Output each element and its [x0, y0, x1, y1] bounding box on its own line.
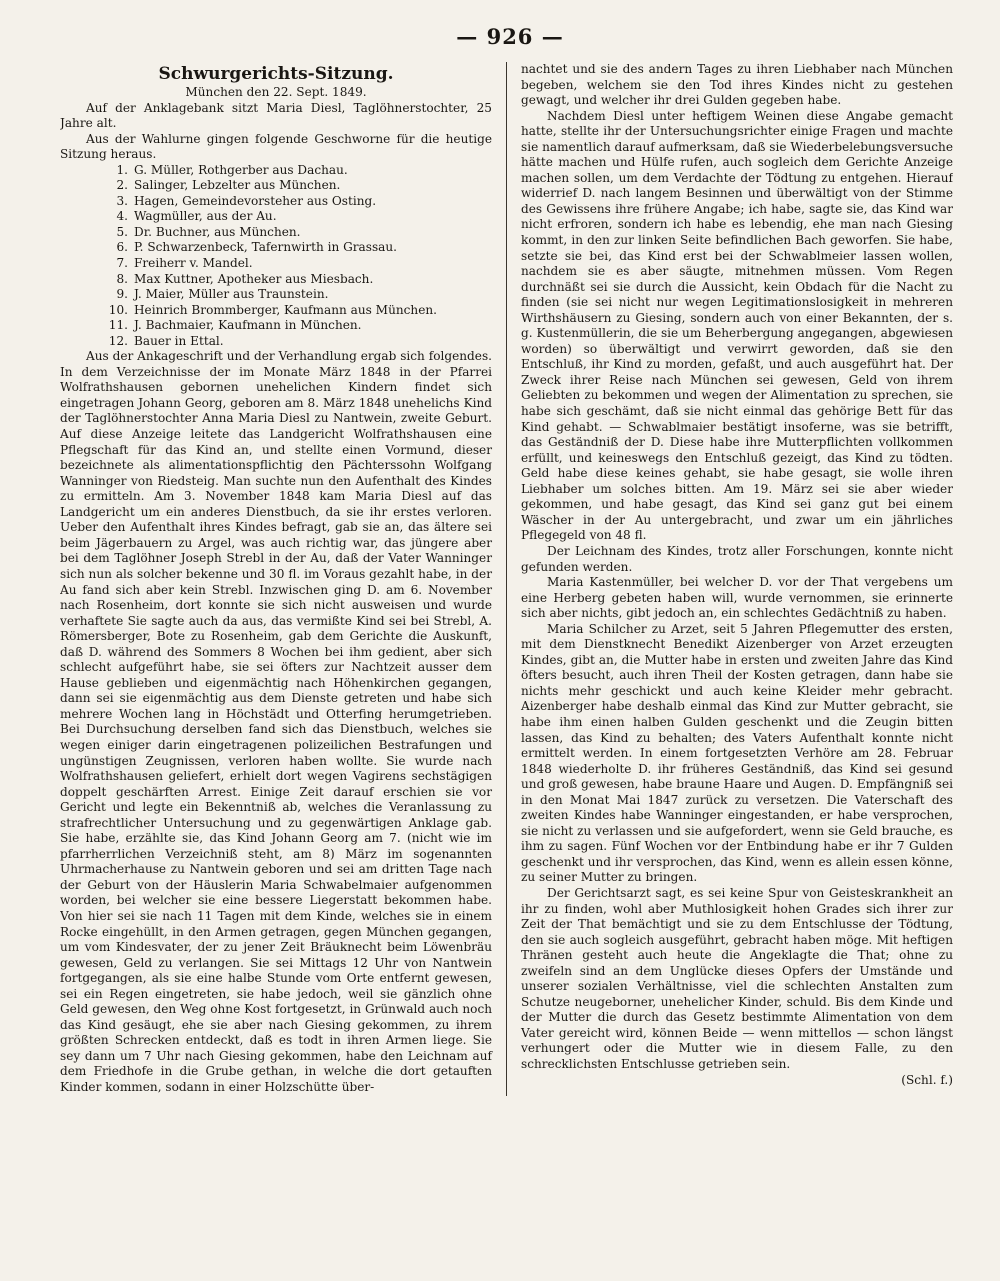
juror-text: Freiherr v. Mandel.	[134, 256, 253, 271]
juror-item	[106, 240, 492, 256]
juror-text: J. Maier, Müller aus Traunstein.	[134, 287, 329, 302]
body-paragraph: Maria Kastenmüller, bei welcher D. vor der That vergebens um eine Herberg gebeten haben will, wurde vernommen, sie erinnerte sich aber nichts, gibt jedoch an, ein schlechtes Gedächtniß zu haben.	[521, 575, 953, 621]
juror-number: 2.	[116, 178, 128, 193]
juror-item	[106, 209, 492, 225]
left-column	[60, 62, 500, 1096]
juror-item	[106, 163, 492, 179]
juror-number: 5.	[116, 224, 128, 239]
body-paragraph: Maria Schilcher zu Arzet, seit 5 Jahren Pflegemutter des ersten, mit dem Dienstknecht Benedikt Aizenberger von Arzet erzeugten Kindes, gibt an, die Mutter habe in ersten und zweiten Jahre das Kind öfters besucht, auch ihren Theil der Kosten getragen, dann habe sie nichts mehr geschickt und auch keine Kleider mehr gebracht. Aizenberger habe deshalb einmal das Kind zur Mutter gebracht, sie habe ihm einen halben Gulden geschenkt und die Zeugin bitten lassen, das Kind zu behalten; des Vaters Aufenthalt konnte nicht ermittelt werden. In einem fortgesetzten Verhöre am 28. Februar 1848 wiederholte D. ihr früheres Geständniß, das Kind sei gesund und groß gewesen, habe braune Haare und Augen. D. Empfängniß sei in den Monat Mai 1847 zurück zu versetzen. Die Vaterschaft des zweiten Kindes habe Wanninger eingestanden, er habe versprochen, sie nicht zu verlassen und sie aufgefordert, wenn sie Geld brauche, es ihm zu sagen. Fünf Wochen vor der Entbindung habe er ihr 7 Gulden geschenkt und ihr versprochen, das Kind, wenn es allein essen könne, zu seiner Mutter zu bringen.	[521, 621, 953, 885]
column-divider	[506, 62, 507, 1096]
page-number: — 926 —	[456, 24, 564, 49]
body-paragraph: Nachdem Diesl unter heftigem Weinen diese Angabe gemacht hatte, stellte ihr der Untersuchungsrichter einige Fragen und machte sie namentlich darauf aufmerksam, daß sie Wiederbelebungsversuche hätte machen und Hülfe rufen, auch sogleich dem Gerichte Anzeige machen sollen, um dem Verdachte der Tödtung zu entgehen. Hierauf widerrief D. nach langem Besinnen und überwältigt von der Stimme des Gewissens ihre frühere Angabe; ich habe, sagte sie, das Kind war nicht erfroren, sondern ich habe es lebendig, ehe man nach Giesing kommt, in den zur linken Seite befindlichen Bach geworfen. Sie habe, setzte sie bei, das Kind erst bei der Schwablmeier lassen wollen, nachdem sie es aber säugte, mitnehmen müssen. Vom Regen durchnäßt sei sie durch die Aussicht, kein Obdach für die Nacht zu finden (sie sei nicht nur wegen Legitimationslosigkeit in mehreren Wirthshäusern zu Giesing, sondern auch von einer Bekannten, der s. g. Kustenmüllerin, die sie um Beherbergung angegangen, abgewiesen worden) so überwältigt und verwirrt geworden, daß sie den Entschluß, ihr Kind zu morden, gefaßt, und auch ausgeführt hat. Der Zweck ihrer Reise nach München sei gewesen, Geld von ihrem Geliebten zu bekommen und wegen der Alimentation zu sprechen, sie habe sich geschämt, daß sie nicht einmal das gehörige Bett für das Kind gehabt. — Schwablmaier bestätigt insoferne, was sie betrifft, das Geständniß der D. Diese habe ihre Mutterpflichten vollkommen erfüllt, und keineswegs den Entschluß gezeigt, das Kind zu tödten. Geld habe diese keines gehabt, sie habe gesagt, sie wolle ihren Liebhaber um solches bitten. Am 19. März sei sie aber wieder gekommen, und habe gesagt, das Kind sei ganz gut bei einem Wäscher in der Au untergebracht, und zwar um ein jährliches Pflegegeld von 48 fl.	[521, 108, 953, 543]
juror-item	[106, 318, 492, 334]
juror-item	[106, 272, 492, 288]
juror-item	[106, 303, 492, 319]
juror-number: 3.	[116, 193, 128, 208]
juror-text: Wagmüller, aus der Au.	[134, 209, 277, 224]
juror-text: Dr. Buchner, aus München.	[134, 224, 301, 239]
juror-number: 4.	[116, 209, 128, 224]
juror-item	[106, 334, 492, 350]
juror-number: 6.	[116, 240, 128, 255]
dateline: München den 22. Sept. 1849.	[185, 85, 367, 99]
juror-text: Max Kuttner, Apotheker aus Miesbach.	[134, 271, 374, 286]
juror-item	[106, 287, 492, 303]
juror-text: P. Schwarzenbeck, Tafernwirth in Grassau.	[134, 240, 398, 255]
juror-item	[106, 225, 492, 241]
juror-number: 11.	[108, 318, 128, 333]
continuation-note: (Schl. f.)	[901, 1072, 953, 1087]
juror-text: G. Müller, Rothgerber aus Dachau.	[134, 162, 348, 177]
intro-paragraph: Auf der Anklagebank sitzt Maria Diesl, Taglöhnerstochter, 25 Jahre alt.	[60, 100, 492, 131]
body-paragraph: Der Leichnam des Kindes, trotz aller Forschungen, konnte nicht gefunden werden.	[521, 543, 953, 574]
juror-number: 12.	[108, 333, 128, 348]
body-paragraph: Aus der Ankageschrift und der Verhandlung ergab sich folgendes. In dem Verzeichnisse der im Monate März 1848 in der Pfarrei Wolfrathshausen gebornen unehelichen Kindern findet sich eingetragen Johann Georg, geboren am 8. März 1848 unehelichs Kind der Taglöhnerstochter Anna Maria Diesl zu Nantwein, zweite Geburt. Auf diese Anzeige leitete das Landgericht Wolfrathshausen eine Pflegschaft für das Kind an, und stellte einen Vormund, dieser bezeichnete als alimentationspflichtig den Pächterssohn Wolfgang Wanninger von Riedsteig. Man suchte nun den Aufenthalt des Kindes zu ermitteln. Am 3. November 1848 kam Maria Diesl auf das Landgericht um ein anderes Dienstbuch, da sie ihr erstes verloren. Ueber den Aufenthalt ihres Kindes befragt, gab sie an, das ältere sei beim Jägerbauern zu Argel, was auch richtig war, das jüngere aber bei dem Taglöhner Joseph Strebl in der Au, daß der Vater Wanninger sich nun als solcher bekenne und 30 fl. im Voraus gezahlt habe, in der Au fand sich aber kein Strebl. Inzwischen ging D. am 6. November nach Rosenheim, dort konnte sie sich nicht ausweisen und wurde verhaftete Sie sagte auch da aus, das vermißte Kind sei bei Strebl, A. Römersberger, Bote zu Rosenheim, gab dem Gerichte die Auskunft, daß D. während des Sommers 8 Wochen bei ihm gedient, aber sich schlecht aufgeführt habe, sie sei öfters zur Nachtzeit ausser dem Hause geblieben und eigenmächtig nach Höhenkirchen gegangen, dann sei sie eigenmächtig aus dem Dienste getreten und habe sich mehrere Wochen lang in Höchstädt und Otterfing herumgetrieben. Bei Durchsuchung derselben fand sich das Dienstbuch, welches sie wegen einiger darin eingetragenen polizeilichen Bestrafungen und ungünstigen Zeugnissen, verloren haben wollte. Sie wurde nach Wolfrathshausen geliefert, erhielt dort wegen Vagirens sechstägigen doppelt geschärften Arrest. Einige Zeit darauf erschien sie vor Gericht und legte ein Bekenntniß ab, welches die Veranlassung zu strafrechtlicher Untersuchung und zu gegenwärtigen Anklage gab. Sie habe, erzählte sie, das Kind Johann Georg am 7. (nicht wie im pfarrherrlichen Verzeichniß steht, am 8) März im sogenannten Uhrmacherhause zu Nantwein geboren und sei am dritten Tage nach der Geburt von der Häuslerin Maria Schwabelmaier aufgenommen worden, bei welcher sie eine bessere Liegerstatt bekommen habe. Von hier sei sie nach 11 Tagen mit dem Kinde, welches sie in einem Rocke eingehüllt, in den Armen getragen, gegen München gegangen, um vom Kindesvater, der zu jener Zeit Bräuknecht beim Löwenbräu gewesen, Geld zu verlangen. Sie sei Mittags 12 Uhr von Nantwein fortgegangen, als sie eine halbe Stunde vom Orte entfernt gewesen, sei ein Regen eingetreten, sie habe jedoch, weil sie gänzlich ohne Geld gewesen, den Weg ohne Kost fortgesetzt, in Grünwald auch noch das Kind gesäugt, ehe sie aber nach Giesing gekommen, zu ihrem größten Schrecken entdeckt, daß es todt in ihren Armen liege. Sie sey dann um 7 Uhr nach Giesing gekommen, habe den Leichnam auf dem Friedhofe in die Grube gethan, in welche die dort getauften Kinder kommen, sodann in einer Holzschütte über-	[60, 349, 493, 1094]
juror-item	[106, 256, 492, 272]
juror-text: J. Bachmaier, Kaufmann in München.	[134, 318, 362, 333]
juror-number: 9.	[116, 287, 128, 302]
body-paragraph: nachtet und sie des andern Tages zu ihren Liebhaber nach München begeben, welchem sie den Tod ihres Kindes nicht zu gestehen gewagt, und welcher ihr drei Gulden gegeben habe.	[521, 62, 953, 108]
juror-text: Bauer in Ettal.	[134, 333, 224, 348]
body-paragraph: Der Gerichtsarzt sagt, es sei keine Spur von Geisteskrankheit an ihr zu finden, wohl aber Muthlosigkeit hohen Grades sich ihrer zur Zeit der That bemächtigt und sie zu dem Entschlusse der Tödtung, den sie auch sogleich ausgeführt, gebracht haben möge. Mit heftigen Thränen gesteht auch heute die Angeklagte die That; ohne zu zweifeln sind an dem Unglücke dieses Opfers der Umstände und unserer sozialen Verhältnisse, viel die schlechten Anstalten zum Schutze neugeborner, unehelicher Kinder, schuld. Bis dem Kinde und der Mutter die durch das Gesetz bestimmte Alimentation von dem Vater gereicht wird, können Beide — wenn mittellos — schon längst verhungert oder die Mutter wie in diesem Falle, zu den schrecklichsten Entschlusse getrieben sein.	[521, 885, 953, 1071]
juror-number: 8.	[116, 271, 128, 286]
juror-number: 7.	[116, 256, 128, 271]
juror-list	[60, 163, 492, 350]
two-column-layout	[60, 62, 960, 1096]
right-column	[513, 62, 953, 1088]
juror-item	[106, 178, 492, 194]
juror-text: Salinger, Lebzelter aus München.	[134, 178, 341, 193]
juror-number: 10.	[108, 302, 128, 317]
juror-item	[106, 194, 492, 210]
intro-paragraph: Aus der Wahlurne gingen folgende Geschworne für die heutige Sitzung heraus.	[60, 131, 492, 162]
article-title: Schwurgerichts-Sitzung.	[158, 64, 394, 84]
juror-text: Hagen, Gemeindevorsteher aus Osting.	[134, 193, 377, 208]
juror-number: 1.	[116, 162, 128, 177]
juror-text: Heinrich Brommberger, Kaufmann aus München.	[134, 302, 437, 317]
